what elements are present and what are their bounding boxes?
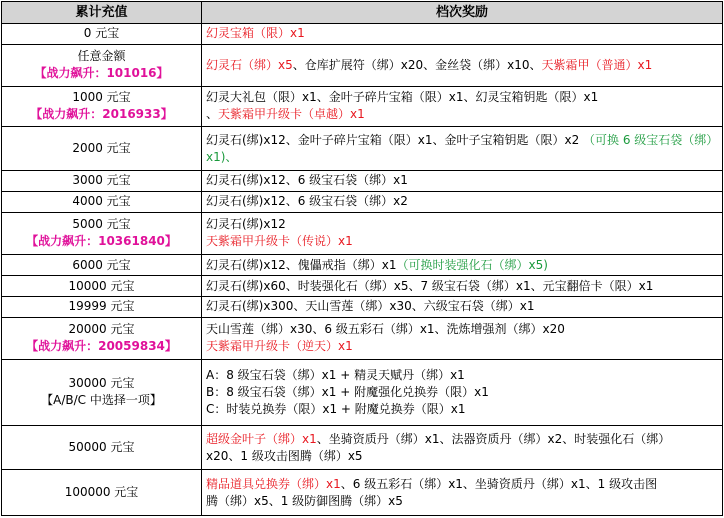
recharge-amount: 5000 元宝 [72, 217, 131, 232]
reward-text: 天紫霜甲升级卡（卓越）x1 [218, 107, 365, 122]
recharge-amount-cell [2, 86, 202, 127]
recharge-amount-cell [2, 297, 202, 318]
reward-cell [202, 24, 723, 45]
reward-cell [202, 297, 723, 318]
reward-text: 天紫霜甲升级卡（传说）x1 [206, 234, 353, 249]
reward-text: 精品道具兑换券（绑）x1 [206, 476, 341, 491]
reward-line [206, 448, 718, 465]
reward-cell [202, 255, 723, 276]
reward-line [206, 89, 718, 106]
reward-text: 幻灵石(绑)x300、天山雪莲（绑）x30、六级宝石袋（绑）x1 [206, 299, 535, 314]
reward-line [206, 401, 718, 418]
reward-line [206, 278, 718, 295]
reward-text: 天紫霜甲（普通）x1 [541, 57, 653, 72]
reward-line [206, 106, 718, 123]
recharge-amount-cell [2, 359, 202, 426]
reward-text: 幻灵石(绑)x12、6 级宝石袋（绑）x2 [206, 194, 408, 209]
reward-line [206, 172, 718, 189]
reward-text: 天山雪莲（绑）x30、6 级五彩石（绑）x1、洗炼增强剂（绑）x20 [206, 322, 565, 337]
reward-cell [202, 317, 723, 359]
recharge-amount: 19999 元宝 [68, 299, 135, 314]
header-tier-rewards: 档次奖励 [202, 2, 723, 24]
reward-line [206, 476, 718, 493]
recharge-amount: 6000 元宝 [72, 257, 131, 272]
recharge-amount-cell [2, 276, 202, 297]
recharge-amount: 3000 元宝 [72, 173, 131, 188]
reward-text: 腾（绑）x5、1 级防御图腾（绑）x5 [206, 493, 403, 508]
reward-line [206, 193, 718, 210]
reward-text: 幻灵宝箱（限）x1 [206, 26, 305, 41]
reward-text: （可换时装强化石（绑）x5) [396, 257, 548, 272]
reward-text: 超级金叶子（绑）x1 [206, 431, 317, 446]
reward-cell [202, 359, 723, 426]
reward-cell [202, 44, 723, 86]
reward-cell [202, 426, 723, 470]
table-row [2, 359, 723, 426]
reward-cell [202, 276, 723, 297]
table-row [2, 255, 723, 276]
reward-line [206, 384, 718, 401]
recharge-amount-cell [2, 44, 202, 86]
table-row [2, 191, 723, 212]
reward-table [1, 1, 723, 516]
recharge-amount: 50000 元宝 [68, 440, 135, 455]
reward-text: 、坐骑资质丹（绑）x1、法器资质丹（绑）x2、时装强化石（绑） [316, 431, 671, 446]
reward-cell [202, 170, 723, 191]
power-boost-label: 【战力飙升：2016933】 [30, 107, 173, 122]
reward-line [206, 57, 718, 74]
reward-text: 幻灵石(绑)x60、时装强化石（绑）x5、7 级宝石袋（绑）x1、元宝翻倍卡（限）x1 [206, 278, 654, 293]
recharge-amount: 30000 元宝 [68, 376, 135, 391]
power-boost-label: 【战力飙升：10361840】 [26, 234, 177, 249]
choice-note: 【A/B/C 中选择一项】 [41, 393, 162, 408]
recharge-amount-cell [2, 170, 202, 191]
reward-line [206, 431, 718, 448]
reward-cell [202, 191, 723, 212]
recharge-amount-cell [2, 426, 202, 470]
recharge-amount: 20000 元宝 [68, 322, 135, 337]
recharge-amount: 任意金额 [77, 49, 126, 64]
recharge-amount: 100000 元宝 [64, 485, 139, 500]
reward-text: 、仓库扩展符（绑）x20、金丝袋（绑）x10、 [292, 57, 542, 72]
recharge-amount-cell [2, 212, 202, 255]
reward-text: 幻灵石（绑）x5 [206, 57, 293, 72]
reward-cell [202, 86, 723, 127]
table-row [2, 86, 723, 127]
recharge-amount-cell [2, 470, 202, 516]
reward-line [206, 257, 718, 274]
reward-text: 幻灵大礼包（限）x1、金叶子碎片宝箱（限）x1、幻灵宝箱钥匙（限）x1 [206, 90, 599, 105]
reward-text: 幻灵石(绑)x12、6 级宝石袋（绑）x1 [206, 173, 408, 188]
recharge-amount: 10000 元宝 [68, 278, 135, 293]
reward-text: （可换 6 级宝石袋（绑）x1)、 [206, 132, 713, 164]
table-row [2, 276, 723, 297]
reward-text: 幻灵石(绑)x12 [206, 217, 286, 232]
reward-text: 幻灵石(绑)x12、傀儡戒指（绑）x1 [206, 257, 397, 272]
reward-line [206, 367, 718, 384]
reward-line [206, 338, 718, 355]
table-header-row [2, 2, 723, 24]
reward-line [206, 298, 718, 315]
header-cumulative-recharge: 累计充值 [2, 2, 202, 24]
table-row [2, 44, 723, 86]
table-row [2, 317, 723, 359]
recharge-amount-cell [2, 191, 202, 212]
reward-line [206, 233, 718, 250]
reward-text: A：8 级宝石袋（绑）x1 + 精灵天赋丹（绑）x1 [206, 367, 465, 382]
reward-text: x20、1 级攻击图腾（绑）x5 [206, 448, 363, 463]
reward-text: 、 [206, 107, 219, 122]
recharge-amount: 4000 元宝 [72, 194, 131, 209]
table-row [2, 426, 723, 470]
table-row [2, 127, 723, 171]
reward-line [206, 216, 718, 233]
recharge-amount-cell [2, 24, 202, 45]
recharge-amount: 1000 元宝 [72, 90, 131, 105]
reward-line [206, 321, 718, 338]
reward-text: 、6 级五彩石（绑）x1、坐骑资质丹（绑）x1、1 级攻击图 [340, 476, 658, 491]
reward-cell [202, 212, 723, 255]
recharge-amount: 2000 元宝 [72, 141, 131, 156]
table-row [2, 170, 723, 191]
recharge-amount-cell [2, 255, 202, 276]
recharge-amount: 0 元宝 [83, 26, 120, 41]
reward-line [206, 132, 718, 166]
reward-cell [202, 470, 723, 516]
table-row [2, 297, 723, 318]
reward-line [206, 25, 718, 42]
recharge-amount-cell [2, 317, 202, 359]
reward-line [206, 493, 718, 510]
reward-cell [202, 127, 723, 171]
table-row [2, 212, 723, 255]
power-boost-label: 【战力飙升：101016】 [34, 66, 169, 81]
reward-text: 天紫霜甲升级卡（逆天）x1 [206, 339, 353, 354]
power-boost-label: 【战力飙升：20059834】 [26, 339, 177, 354]
table-row [2, 24, 723, 45]
table-row [2, 470, 723, 516]
recharge-amount-cell [2, 127, 202, 171]
table-body [2, 24, 723, 516]
reward-text: 幻灵石(绑)x12、金叶子碎片宝箱（限）x1、金叶子宝箱钥匙（限）x2 [206, 132, 584, 147]
reward-text: C：时装兑换券（限）x1 + 附魔兑换券（限）x1 [206, 401, 466, 416]
reward-text: B：8 级宝石袋（绑）x1 + 附魔强化兑换券（限）x1 [206, 384, 489, 399]
